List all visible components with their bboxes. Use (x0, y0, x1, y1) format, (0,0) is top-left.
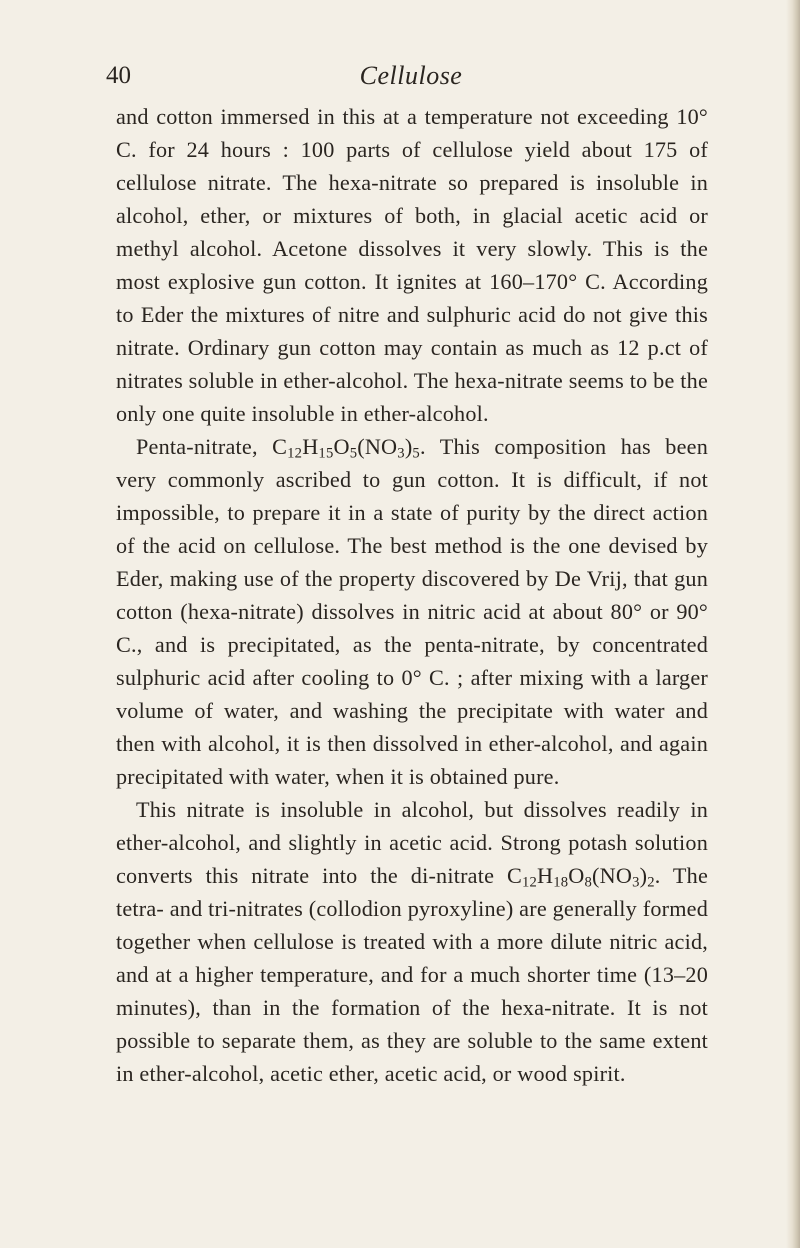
penta-nitrate-text: This composition has been very commonly ascribed to gun cotton. It is difficult, if not impossible, to prepare it in a state of purity by the direct action of the acid on cellulose. The best method is the one devised by Eder, making use of the property discovered by De Vrij, that gun cotton (hexa-nitrate) dissolves in nitric acid at about 80° or 90° C., and is precipitated, as the penta-nitrate, by concentrated sulphuric acid after cooling to 0° C. ; after mixing with a larger volume of water, and washing the precipitate with water and then with alcohol, it is then dissolved in ether-alcohol, and again precipitated with water, when it is obtained pure. (116, 434, 708, 789)
paragraph-hexa-nitrate: and cotton immersed in this at a temperature not exceeding 10° C. for 24 hours : 100 parts of cellulose yield about 175 of cellulose nitrate. The hexa-nitrate so prepared is insoluble in alcohol, ether, or mixtures of both, in glacial acetic acid or methyl alcohol. Acetone dissolves it very slowly. This is the most explosive gun cotton. It ignites at 160–170° C. According to Eder the mixtures of nitre and sulphuric acid do not give this nitrate. Ordinary gun cotton may contain as much as 12 p.ct of nitrates soluble in ether-alcohol. The hexa-nitrate seems to be the only one quite insoluble in ether-alcohol. (116, 104, 708, 426)
page-header (106, 60, 716, 100)
page-number: 40 (106, 62, 131, 89)
properties-lead: This nitrate is insoluble in alcohol, but dissolves readily in ether-alcohol, and slightly in acetic acid. Strong potash solution converts this nitrate into the di-nitrate (116, 797, 708, 888)
running-title: Cellulose (359, 61, 463, 90)
properties-text: The tetra- and tri-nitrates (collodion pyroxyline) are generally formed together when cellulose is treated with a more dilute nitric acid, and at a higher temperature, and for a much shorter time (13–20 minutes), than in the formation of the hexa-nitrate. It is not possible to separate them, as they are soluble to the same extent in ether-alcohol, acetic ether, acetic acid, or wood spirit. (116, 863, 708, 1086)
di-nitrate-formula: $C_{12}H_{18}O_8(NO_3)_2$. (506, 863, 661, 891)
penta-nitrate-formula: $C_{12}H_{15}O_5(NO_3)_5$. (272, 434, 426, 462)
body-text (116, 100, 708, 1090)
paragraph-properties (116, 793, 708, 1090)
penta-nitrate-lead: Penta-nitrate, (136, 434, 258, 459)
paragraph-penta-nitrate (116, 430, 708, 793)
page-edge-shadow (786, 0, 800, 1248)
